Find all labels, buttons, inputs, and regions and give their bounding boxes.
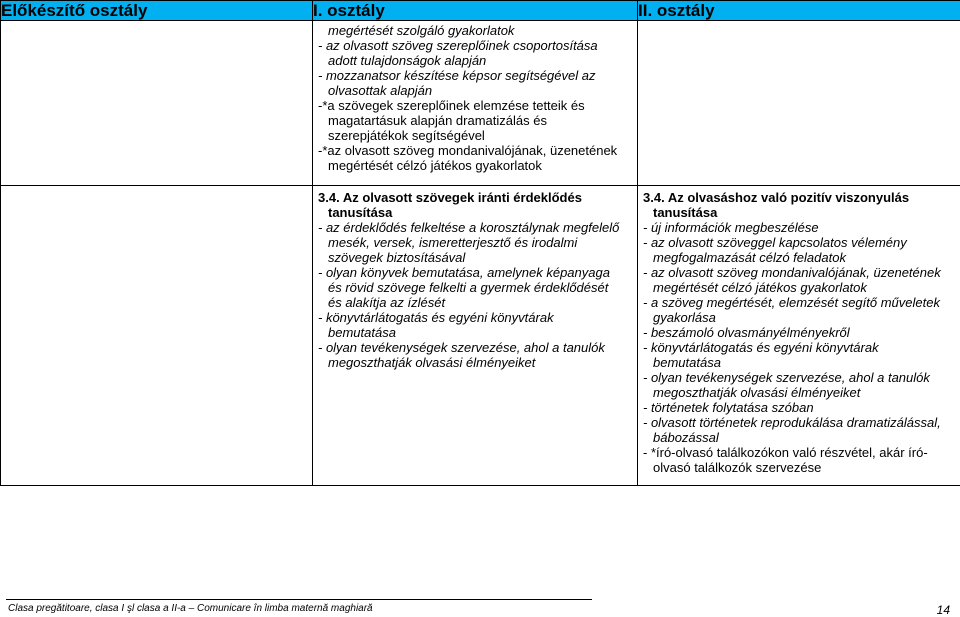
header-prep-class: Előkészítő osztály [1, 1, 313, 21]
row2-col3_lines-line: megoszthatják olvasási élményeiket [653, 385, 861, 400]
row1-col2_lines-line: - mozzanatsor készítése képsor segítségével az [318, 68, 596, 83]
row2-col2_lines-line: - könyvtárlátogatás és egyéni könyvtárak [318, 310, 554, 325]
page-number: 14 [936, 603, 950, 617]
row1-grade1-cell [313, 21, 638, 186]
row2-col3_lines-line: bábozással [653, 430, 719, 445]
row2-grade1-cell [313, 186, 638, 486]
row2-col3_lines-line: - az olvasott szöveg mondanivalójának, üzenetének [643, 265, 941, 280]
row2-col3_lines-line: - új információk megbeszélése [643, 220, 819, 235]
row2-col3_lines-line: - a szöveg megértését, elemzését segítő műveletek [643, 295, 940, 310]
footer-divider [6, 599, 592, 600]
row1-grade1-text [313, 21, 637, 173]
row1-col2_lines-line: adott tulajdonságok alapján [328, 53, 487, 68]
row1-col2_lines-line: - az olvasott szöveg szereplőinek csoportosítása [318, 38, 598, 53]
row1-col2_lines-line: magatartásuk alapján dramatizálás és [328, 113, 547, 128]
row1-prep-cell [1, 21, 313, 186]
footer-caption: Clasa pregătitoare, clasa I şl clasa a II-a – Comunicare în limba maternă maghiară [8, 603, 373, 614]
header-row [1, 1, 960, 21]
row1-col2_lines-line: olvasottak alapján [328, 83, 433, 98]
row2-col3_lines-line: - az olvasott szöveggel kapcsolatos vélemény [643, 235, 907, 250]
row2-col3_lines-line: - *író-olvasó találkozókon való részvétel, akár író- [643, 445, 928, 460]
row1-col2_lines-line: -*a szövegek szereplőinek elemzése tetteik és [318, 98, 585, 113]
row2-col2_lines-line: tanusítása [328, 205, 393, 220]
row2-grade1-text [313, 186, 637, 370]
row2-col3_lines-line: megfogalmazását célzó feladatok [653, 250, 846, 265]
row2-col2_lines-line: megoszthatják olvasási élményeiket [328, 355, 536, 370]
row2-col2_lines-line: és alakítja az ízlését [328, 295, 446, 310]
row2-col2_lines-line: bemutatása [328, 325, 396, 340]
row2-col3_lines-line: tanusítása [653, 205, 718, 220]
row1-col2_lines-line: -*az olvasott szöveg mondanivalójának, üzenetének [318, 143, 618, 158]
row2-col3_lines-line: megértését célzó játékos gyakorlatok [653, 280, 867, 295]
row2-col2_lines-line: 3.4. Az olvasott szövegek iránti érdeklődés [318, 190, 582, 205]
row2-col2_lines-line: - olyan könyvek bemutatása, amelynek képanyaga [318, 265, 610, 280]
row2-col3_lines-line: - könyvtárlátogatás és egyéni könyvtárak [643, 340, 879, 355]
row2-col3_lines-line: - beszámoló olvasmányélményekről [643, 325, 850, 340]
row2-grade2-cell [638, 186, 960, 486]
row2-col2_lines-line: - olyan tevékenységek szervezése, ahol a tanulók [318, 340, 605, 355]
row-1 [1, 21, 960, 186]
row1-col2_lines-line: megértését célzó játékos gyakorlatok [328, 158, 542, 173]
row-2 [1, 186, 960, 486]
row2-col3_lines-line: - történetek folytatása szóban [643, 400, 814, 415]
row1-col2_lines-line: megértését szolgáló gyakorlatok [328, 23, 515, 38]
row2-col3_lines-line: - olvasott történetek reprodukálása dramatizálással, [643, 415, 941, 430]
row2-col3_lines-line: olvasó találkozók szervezése [653, 460, 822, 475]
row2-col3_lines-line: - olyan tevékenységek szervezése, ahol a tanulók [643, 370, 930, 385]
row2-col2_lines-line: - az érdeklődés felkeltése a korosztálynak megfelelő [318, 220, 620, 235]
row2-col2_lines-line: mesék, versek, ismeretterjesztő és irodalmi [328, 235, 578, 250]
header-grade-2: II. osztály [638, 1, 960, 21]
row2-col2_lines-line: szövegek biztosításával [328, 250, 466, 265]
header-grade-1: I. osztály [313, 1, 638, 21]
row2-col2_lines-line: és rövid szövege felkelti a gyermek érdeklődését [328, 280, 609, 295]
row1-col2_lines-line: szerepjátékok segítségével [328, 128, 485, 143]
row1-grade2-cell [638, 21, 960, 186]
row2-col3_lines-line: gyakorlása [653, 310, 716, 325]
row2-prep-cell [1, 186, 313, 486]
row2-grade2-text [638, 186, 960, 475]
row2-col3_lines-line: 3.4. Az olvasáshoz való pozitív viszonyulás [643, 190, 910, 205]
row2-col3_lines-line: bemutatása [653, 355, 721, 370]
